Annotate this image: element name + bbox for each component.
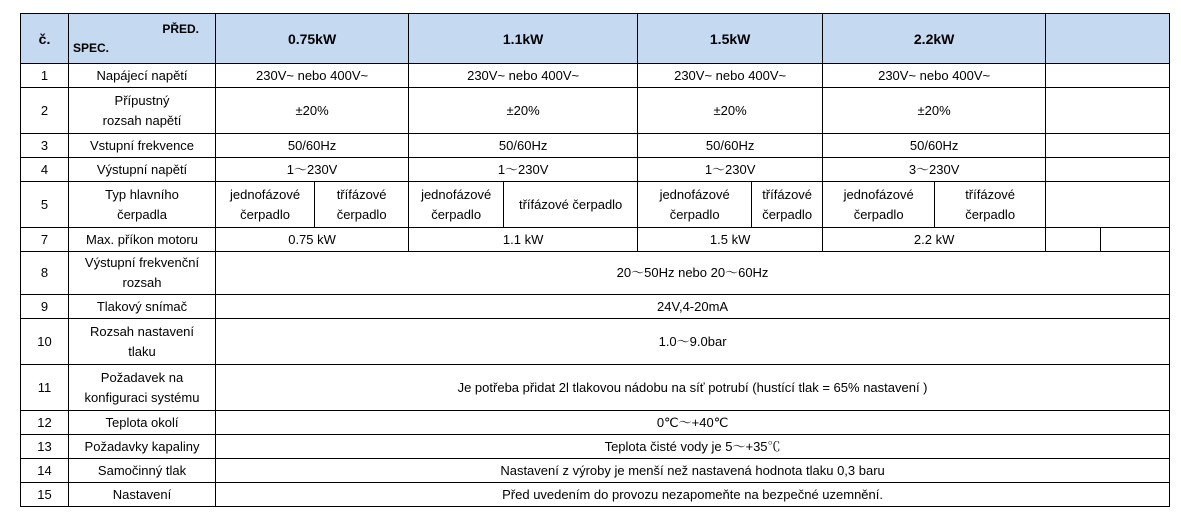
value-cell: Teplota čisté vody je 5～+35℃ xyxy=(216,435,1170,459)
pump-type-cell: třífázové čerpadlo xyxy=(935,182,1046,228)
pump-type-cell: jednofázové čerpadlo xyxy=(823,182,935,228)
row-label: Typ hlavního čerpadla xyxy=(69,182,216,228)
row-number: 8 xyxy=(21,252,69,295)
row-number: 11 xyxy=(21,365,69,411)
model-header-2-2kw: 2.2kW xyxy=(823,14,1046,64)
value-cell: Před uvedením do provozu nezapomeňte na bezpečné uzemnění. xyxy=(216,483,1170,507)
value-cell: ±20% xyxy=(638,88,823,134)
empty-cell xyxy=(1046,182,1170,228)
model-header-1-5kw: 1.5kW xyxy=(638,14,823,64)
row-label: Vstupní frekvence xyxy=(69,134,216,158)
value-cell: 50/60Hz xyxy=(638,134,823,158)
row-number: 5 xyxy=(21,182,69,228)
row-label: Tlakový snímač xyxy=(69,295,216,319)
value-cell: 50/60Hz xyxy=(409,134,638,158)
row-label: Požadavek na konfiguraci systému xyxy=(69,365,216,411)
value-cell: 1～230V xyxy=(216,158,409,182)
table-row xyxy=(21,435,1170,459)
table-row xyxy=(21,64,1170,88)
value-cell: 0.75 kW xyxy=(216,228,409,252)
value-cell: Nastavení z výroby je menší než nastavená hodnota tlaku 0,3 baru xyxy=(216,459,1170,483)
row-number: 13 xyxy=(21,435,69,459)
row-number: 2 xyxy=(21,88,69,134)
value-cell: 3～230V xyxy=(823,158,1046,182)
table-row xyxy=(21,228,1170,252)
pump-type-cell: třífázové čerpadlo xyxy=(504,182,638,228)
table-row xyxy=(21,88,1170,134)
number-header: č. xyxy=(21,14,69,64)
row-label: Nastavení xyxy=(69,483,216,507)
pump-type-cell: jednofázové čerpadlo xyxy=(638,182,752,228)
row-label: Max. příkon motoru xyxy=(69,228,216,252)
value-cell: 230V~ nebo 400V~ xyxy=(216,64,409,88)
value-cell: 50/60Hz xyxy=(823,134,1046,158)
empty-cell xyxy=(1046,64,1170,88)
value-cell: 50/60Hz xyxy=(216,134,409,158)
row-label: Výstupní napětí xyxy=(69,158,216,182)
header-row xyxy=(21,14,1170,64)
row-label: Rozsah nastavení tlaku xyxy=(69,319,216,365)
table-row xyxy=(21,319,1170,365)
row-number: 1 xyxy=(21,64,69,88)
value-cell: ±20% xyxy=(823,88,1046,134)
value-cell: 1.1 kW xyxy=(409,228,638,252)
value-cell: 1.5 kW xyxy=(638,228,823,252)
value-cell: 24V,4-20mA xyxy=(216,295,1170,319)
row-number: 15 xyxy=(21,483,69,507)
value-cell: ±20% xyxy=(216,88,409,134)
pump-type-cell: třífázové čerpadlo xyxy=(752,182,823,228)
pump-type-cell: jednofázové čerpadlo xyxy=(409,182,504,228)
table-row xyxy=(21,252,1170,295)
diagonal-header-cell xyxy=(69,14,216,64)
value-cell: 20～50Hz nebo 20～60Hz xyxy=(216,252,1170,295)
empty-cell xyxy=(1101,228,1170,252)
row-label: Výstupní frekvenční rozsah xyxy=(69,252,216,295)
table-row xyxy=(21,411,1170,435)
row-label: Samočinný tlak xyxy=(69,459,216,483)
row-number: 10 xyxy=(21,319,69,365)
row-number: 14 xyxy=(21,459,69,483)
row-label: Napájecí napětí xyxy=(69,64,216,88)
value-cell: 0℃～+40℃ xyxy=(216,411,1170,435)
value-cell: 1～230V xyxy=(638,158,823,182)
row-number: 7 xyxy=(21,228,69,252)
value-cell: 230V~ nebo 400V~ xyxy=(638,64,823,88)
row-number: 12 xyxy=(21,411,69,435)
table-row xyxy=(21,459,1170,483)
model-header-0-75kw: 0.75kW xyxy=(216,14,409,64)
model-header-1-1kw: 1.1kW xyxy=(409,14,638,64)
value-cell: 230V~ nebo 400V~ xyxy=(409,64,638,88)
row-label: Přípustný rozsah napětí xyxy=(69,88,216,134)
empty-cell xyxy=(1046,88,1170,134)
diagonal-header-bottom: SPEC. xyxy=(73,41,110,55)
value-cell: Je potřeba přidat 2l tlakovou nádobu na síť potrubí (hustící tlak = 65% nastavení ) xyxy=(216,365,1170,411)
value-cell: 230V~ nebo 400V~ xyxy=(823,64,1046,88)
empty-cell xyxy=(1046,134,1170,158)
empty-cell xyxy=(1046,228,1101,252)
row-number: 4 xyxy=(21,158,69,182)
empty-cell xyxy=(1046,158,1170,182)
table-row xyxy=(21,158,1170,182)
table-row xyxy=(21,134,1170,158)
value-cell: 1.0～9.0bar xyxy=(216,319,1170,365)
table-row xyxy=(21,365,1170,411)
value-cell: ±20% xyxy=(409,88,638,134)
spec-table xyxy=(20,13,1170,507)
diagonal-header-top: PŘED. xyxy=(162,22,199,36)
row-label: Požadavky kapaliny xyxy=(69,435,216,459)
table-row xyxy=(21,182,1170,228)
table-row xyxy=(21,295,1170,319)
pump-type-cell: jednofázové čerpadlo xyxy=(216,182,315,228)
row-number: 9 xyxy=(21,295,69,319)
row-label: Teplota okolí xyxy=(69,411,216,435)
table-row xyxy=(21,483,1170,507)
header-empty-cell xyxy=(1046,14,1170,64)
pump-type-cell: třífázové čerpadlo xyxy=(315,182,409,228)
value-cell: 1～230V xyxy=(409,158,638,182)
row-number: 3 xyxy=(21,134,69,158)
value-cell: 2.2 kW xyxy=(823,228,1046,252)
